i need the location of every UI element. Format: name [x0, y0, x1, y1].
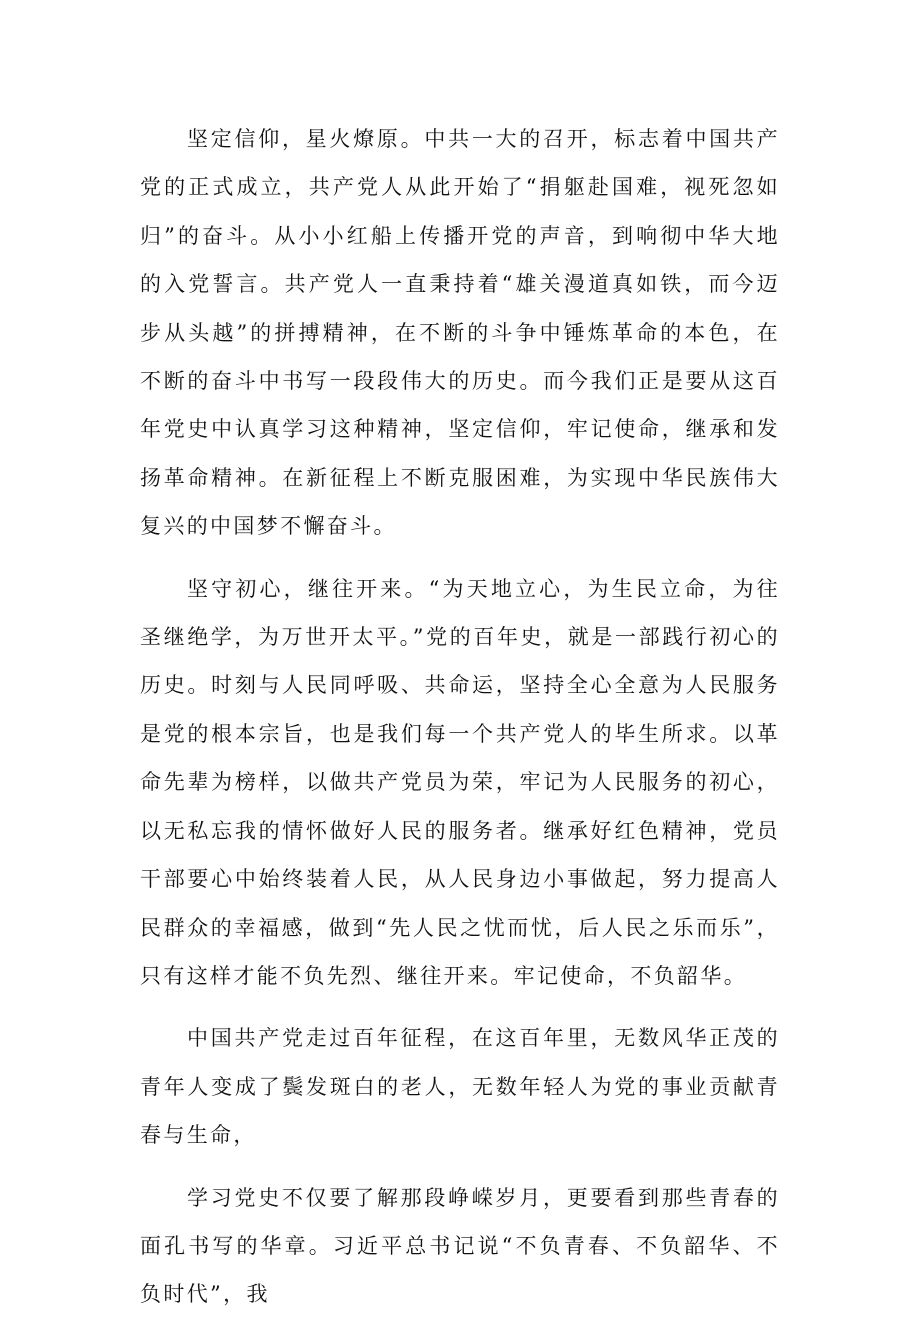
- paragraph-century-journey: 中国共产党走过百年征程，在这百年里，无数风华正茂的青年人变成了鬓发斑白的老人，无数年轻人为党的事业贡献青春与生命，: [140, 1026, 780, 1148]
- paragraph-study-history: 学习党史不仅要了解那段峥嵘岁月，更要看到那些青春的面孔书写的华章。习近平总书记说“不负青春、不负韶华、不负时代”，我: [140, 1185, 780, 1307]
- document-page: [140, 115, 780, 1319]
- paragraph-faith: 坚定信仰，星火燎原。中共一大的召开，标志着中国共产党的正式成立，共产党人从此开始了“捐躯赴国难，视死忽如归”的奋斗。从小小红船上传播开党的声音，到响彻中华大地的入党誓言。共产党人一直秉持着“雄关漫道真如铁，而今迈步从头越”的拼搏精神，在不断的斗争中锤炼革命的本色，在不断的奋斗中书写一段段伟大的历史。而今我们正是要从这百年党史中认真学习这种精神，坚定信仰，牢记使命，继承和发扬革命精神。在新征程上不断克服困难，为实现中华民族伟大复兴的中国梦不懈奋斗。: [140, 127, 780, 539]
- paragraph-original-aspiration: 坚守初心，继往开来。“为天地立心，为生民立命，为往圣继绝学，为万世开太平。”党的百年史，就是一部践行初心的历史。时刻与人民同呼吸、共命运，坚持全心全意为人民服务是党的根本宗旨，也是我们每一个共产党人的毕生所求。以革命先辈为榜样，以做共产党员为荣，牢记为人民服务的初心，以无私忘我的情怀做好人民的服务者。继承好红色精神，党员干部要心中始终装着人民，从人民身边小事做起，努力提高人民群众的幸福感，做到“先人民之忧而忧，后人民之乐而乐”，只有这样才能不负先烈、继往开来。牢记使命，不负韶华。: [140, 576, 780, 988]
